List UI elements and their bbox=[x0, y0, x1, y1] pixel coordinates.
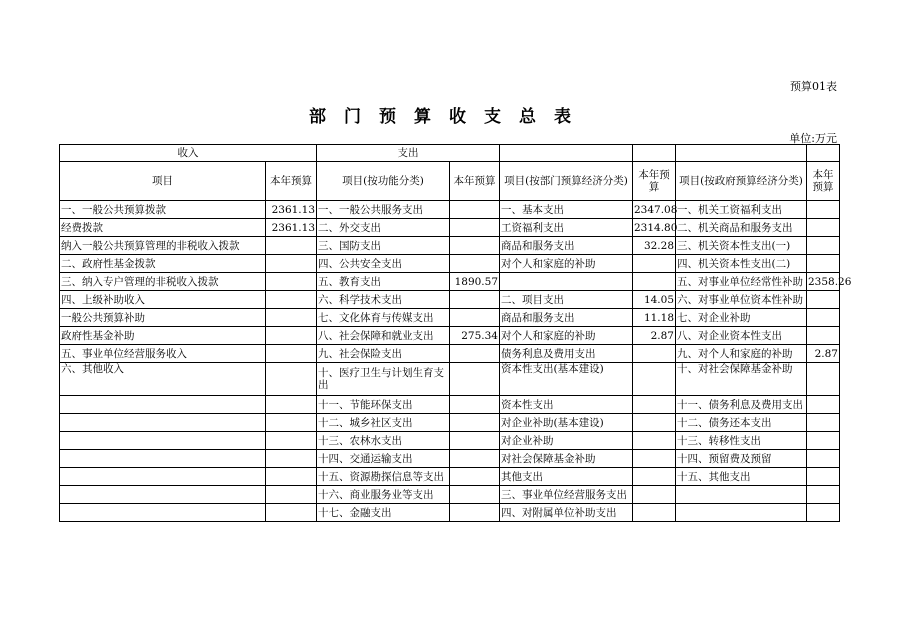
function-budget-value bbox=[450, 345, 500, 363]
table-row bbox=[60, 396, 840, 414]
dept-econ-item-cell: 对企业补助(基本建设) bbox=[500, 414, 633, 432]
income-budget-value bbox=[266, 450, 317, 468]
table-row bbox=[60, 450, 840, 468]
table-row bbox=[60, 255, 840, 273]
gov-econ-item-cell: 七、对企业补助 bbox=[676, 309, 807, 327]
income-budget-value bbox=[266, 486, 317, 504]
function-budget-value bbox=[450, 309, 500, 327]
function-item-cell: 十六、商业服务业等支出 bbox=[317, 486, 450, 504]
income-budget-value bbox=[266, 255, 317, 273]
gov-econ-budget-value bbox=[807, 201, 840, 219]
income-item-cell bbox=[60, 468, 266, 486]
table-row bbox=[60, 201, 840, 219]
dept-econ-item-cell: 其他支出 bbox=[500, 468, 633, 486]
unit-label: 单位:万元 bbox=[789, 132, 837, 145]
gov-econ-budget-value: 2.87 bbox=[807, 345, 840, 363]
gov-econ-item-cell: 十二、债务还本支出 bbox=[676, 414, 807, 432]
income-budget-value bbox=[266, 273, 317, 291]
table-row bbox=[60, 327, 840, 345]
income-budget-value bbox=[266, 327, 317, 345]
table-row bbox=[60, 219, 840, 237]
gov-econ-budget-value bbox=[807, 219, 840, 237]
dept-econ-item-cell: 商品和服务支出 bbox=[500, 309, 633, 327]
gov-econ-item-cell: 二、机关商品和服务支出 bbox=[676, 219, 807, 237]
table-row bbox=[60, 504, 840, 522]
header-empty-cell bbox=[500, 145, 633, 162]
header-empty-cell bbox=[676, 145, 807, 162]
function-item-cell: 四、公共安全支出 bbox=[317, 255, 450, 273]
dept-econ-item-cell: 对企业补助 bbox=[500, 432, 633, 450]
gov-econ-budget-value bbox=[807, 486, 840, 504]
function-budget-value bbox=[450, 468, 500, 486]
function-budget-value bbox=[450, 291, 500, 309]
income-item-cell: 五、事业单位经营服务收入 bbox=[60, 345, 266, 363]
function-item-cell: 十五、资源勘探信息等支出 bbox=[317, 468, 450, 486]
income-budget-value bbox=[266, 432, 317, 450]
income-item-cell bbox=[60, 486, 266, 504]
dept-econ-item-cell: 对个人和家庭的补助 bbox=[500, 327, 633, 345]
dept-econ-budget-header: 本年预算 bbox=[633, 162, 676, 201]
dept-econ-item-header: 项目(按部门预算经济分类) bbox=[500, 162, 633, 201]
gov-econ-budget-value bbox=[807, 414, 840, 432]
gov-econ-budget-value bbox=[807, 237, 840, 255]
dept-econ-budget-value bbox=[633, 432, 676, 450]
function-budget-value bbox=[450, 219, 500, 237]
function-budget-value bbox=[450, 237, 500, 255]
table-row bbox=[60, 273, 840, 291]
income-budget-value bbox=[266, 345, 317, 363]
gov-econ-budget-value bbox=[807, 432, 840, 450]
function-budget-value bbox=[450, 486, 500, 504]
function-item-header: 项目(按功能分类) bbox=[317, 162, 450, 201]
income-budget-value: 2361.13 bbox=[266, 219, 317, 237]
income-section-header: 收入 bbox=[60, 145, 317, 162]
table-row bbox=[60, 237, 840, 255]
gov-econ-item-cell: 十一、债务利息及费用支出 bbox=[676, 396, 807, 414]
income-item-cell: 经费拨款 bbox=[60, 219, 266, 237]
function-item-cell: 十二、城乡社区支出 bbox=[317, 414, 450, 432]
page-title: 部门预算收支总表 bbox=[309, 107, 589, 127]
income-item-cell bbox=[60, 450, 266, 468]
gov-econ-item-cell: 十、对社会保障基金补助 bbox=[676, 363, 807, 396]
dept-econ-budget-value: 2347.08 bbox=[633, 201, 676, 219]
function-item-cell: 七、文化体育与传媒支出 bbox=[317, 309, 450, 327]
dept-econ-budget-value bbox=[633, 255, 676, 273]
gov-econ-item-cell: 十三、转移性支出 bbox=[676, 432, 807, 450]
gov-econ-budget-value bbox=[807, 327, 840, 345]
dept-econ-item-cell: 商品和服务支出 bbox=[500, 237, 633, 255]
function-budget-value bbox=[450, 396, 500, 414]
dept-econ-budget-value bbox=[633, 363, 676, 396]
function-item-cell: 八、社会保障和就业支出 bbox=[317, 327, 450, 345]
header-empty-cell bbox=[633, 145, 676, 162]
function-budget-value bbox=[450, 432, 500, 450]
table-row bbox=[60, 432, 840, 450]
gov-econ-budget-value: 2358.26 bbox=[807, 273, 840, 291]
gov-econ-budget-value bbox=[807, 450, 840, 468]
gov-econ-item-cell bbox=[676, 486, 807, 504]
function-budget-value bbox=[450, 504, 500, 522]
dept-econ-budget-value bbox=[633, 486, 676, 504]
table-row bbox=[60, 309, 840, 327]
income-item-cell bbox=[60, 432, 266, 450]
income-item-cell: 四、上级补助收入 bbox=[60, 291, 266, 309]
function-item-cell: 十、医疗卫生与计划生育支出 bbox=[317, 363, 450, 396]
table-row bbox=[60, 291, 840, 309]
income-item-cell: 三、纳入专户管理的非税收入拨款 bbox=[60, 273, 266, 291]
table-number: 预算01表 bbox=[790, 80, 837, 93]
function-item-cell: 五、教育支出 bbox=[317, 273, 450, 291]
function-budget-value bbox=[450, 363, 500, 396]
gov-econ-budget-value bbox=[807, 309, 840, 327]
dept-econ-budget-value: 14.05 bbox=[633, 291, 676, 309]
income-item-cell: 一般公共预算补助 bbox=[60, 309, 266, 327]
income-budget-value bbox=[266, 414, 317, 432]
dept-econ-item-cell: 二、项目支出 bbox=[500, 291, 633, 309]
function-budget-value bbox=[450, 201, 500, 219]
function-item-cell: 二、外交支出 bbox=[317, 219, 450, 237]
income-budget-header: 本年预算 bbox=[266, 162, 317, 201]
income-budget-value bbox=[266, 363, 317, 396]
gov-econ-item-header: 项目(按政府预算经济分类) bbox=[676, 162, 807, 201]
function-item-cell: 一、一般公共服务支出 bbox=[317, 201, 450, 219]
function-budget-value bbox=[450, 255, 500, 273]
table-row bbox=[60, 486, 840, 504]
budget-summary-table bbox=[59, 144, 852, 522]
dept-econ-budget-value bbox=[633, 450, 676, 468]
income-item-cell bbox=[60, 414, 266, 432]
dept-econ-budget-value bbox=[633, 345, 676, 363]
income-item-cell: 六、其他收入 bbox=[60, 363, 266, 396]
income-budget-value bbox=[266, 468, 317, 486]
function-item-cell: 十四、交通运输支出 bbox=[317, 450, 450, 468]
dept-econ-item-cell: 对个人和家庭的补助 bbox=[500, 255, 633, 273]
gov-econ-item-cell: 六、对事业单位资本性补助 bbox=[676, 291, 807, 309]
gov-econ-budget-header: 本年预算 bbox=[807, 162, 840, 201]
income-item-cell bbox=[60, 504, 266, 522]
dept-econ-budget-value: 2314.80 bbox=[633, 219, 676, 237]
function-item-cell: 九、社会保险支出 bbox=[317, 345, 450, 363]
dept-econ-budget-value: 2.87 bbox=[633, 327, 676, 345]
function-item-cell: 六、科学技术支出 bbox=[317, 291, 450, 309]
function-budget-value bbox=[450, 414, 500, 432]
table-row bbox=[60, 414, 840, 432]
dept-econ-budget-value: 11.18 bbox=[633, 309, 676, 327]
function-item-cell: 三、国防支出 bbox=[317, 237, 450, 255]
function-budget-value: 1890.57 bbox=[450, 273, 500, 291]
dept-econ-item-cell: 三、事业单位经营服务支出 bbox=[500, 486, 633, 504]
income-item-cell: 纳入一般公共预算管理的非税收入拨款 bbox=[60, 237, 266, 255]
income-budget-value bbox=[266, 504, 317, 522]
gov-econ-item-cell: 八、对企业资本性支出 bbox=[676, 327, 807, 345]
gov-econ-item-cell: 四、机关资本性支出(二) bbox=[676, 255, 807, 273]
gov-econ-item-cell: 九、对个人和家庭的补助 bbox=[676, 345, 807, 363]
dept-econ-budget-value bbox=[633, 414, 676, 432]
expense-section-header: 支出 bbox=[317, 145, 500, 162]
dept-econ-item-cell: 资本性支出 bbox=[500, 396, 633, 414]
dept-econ-item-cell: 一、基本支出 bbox=[500, 201, 633, 219]
gov-econ-budget-value bbox=[807, 255, 840, 273]
gov-econ-item-cell: 十四、预留费及预留 bbox=[676, 450, 807, 468]
function-item-cell: 十七、金融支出 bbox=[317, 504, 450, 522]
function-budget-value: 275.34 bbox=[450, 327, 500, 345]
function-budget-header: 本年预算 bbox=[450, 162, 500, 201]
gov-econ-item-cell bbox=[676, 504, 807, 522]
gov-econ-budget-value bbox=[807, 291, 840, 309]
income-item-cell: 政府性基金补助 bbox=[60, 327, 266, 345]
dept-econ-budget-value: 32.28 bbox=[633, 237, 676, 255]
function-item-cell: 十一、节能环保支出 bbox=[317, 396, 450, 414]
dept-econ-item-cell: 债务利息及费用支出 bbox=[500, 345, 633, 363]
income-item-cell: 二、政府性基金拨款 bbox=[60, 255, 266, 273]
dept-econ-budget-value bbox=[633, 504, 676, 522]
income-budget-value: 2361.13 bbox=[266, 201, 317, 219]
gov-econ-item-cell: 三、机关资本性支出(一) bbox=[676, 237, 807, 255]
dept-econ-budget-value bbox=[633, 468, 676, 486]
dept-econ-item-cell: 四、对附属单位补助支出 bbox=[500, 504, 633, 522]
gov-econ-item-cell: 五、对事业单位经常性补助 bbox=[676, 273, 807, 291]
table-row bbox=[60, 468, 840, 486]
dept-econ-budget-value bbox=[633, 396, 676, 414]
gov-econ-budget-value bbox=[807, 504, 840, 522]
gov-econ-budget-value bbox=[807, 363, 840, 396]
function-item-cell: 十三、农林水支出 bbox=[317, 432, 450, 450]
gov-econ-budget-value bbox=[807, 396, 840, 414]
dept-econ-item-cell: 工资福利支出 bbox=[500, 219, 633, 237]
dept-econ-item-cell bbox=[500, 273, 633, 291]
income-budget-value bbox=[266, 237, 317, 255]
table-row bbox=[60, 363, 840, 396]
dept-econ-budget-value bbox=[633, 273, 676, 291]
gov-econ-budget-value bbox=[807, 468, 840, 486]
dept-econ-item-cell: 对社会保障基金补助 bbox=[500, 450, 633, 468]
income-item-cell: 一、一般公共预算拨款 bbox=[60, 201, 266, 219]
income-item-cell bbox=[60, 396, 266, 414]
gov-econ-item-cell: 十五、其他支出 bbox=[676, 468, 807, 486]
table-row bbox=[60, 345, 840, 363]
function-budget-value bbox=[450, 450, 500, 468]
income-item-header: 项目 bbox=[60, 162, 266, 201]
header-empty-cell bbox=[807, 145, 840, 162]
income-budget-value bbox=[266, 309, 317, 327]
income-budget-value bbox=[266, 396, 317, 414]
dept-econ-item-cell: 资本性支出(基本建设) bbox=[500, 363, 633, 396]
gov-econ-item-cell: 一、机关工资福利支出 bbox=[676, 201, 807, 219]
income-budget-value bbox=[266, 291, 317, 309]
